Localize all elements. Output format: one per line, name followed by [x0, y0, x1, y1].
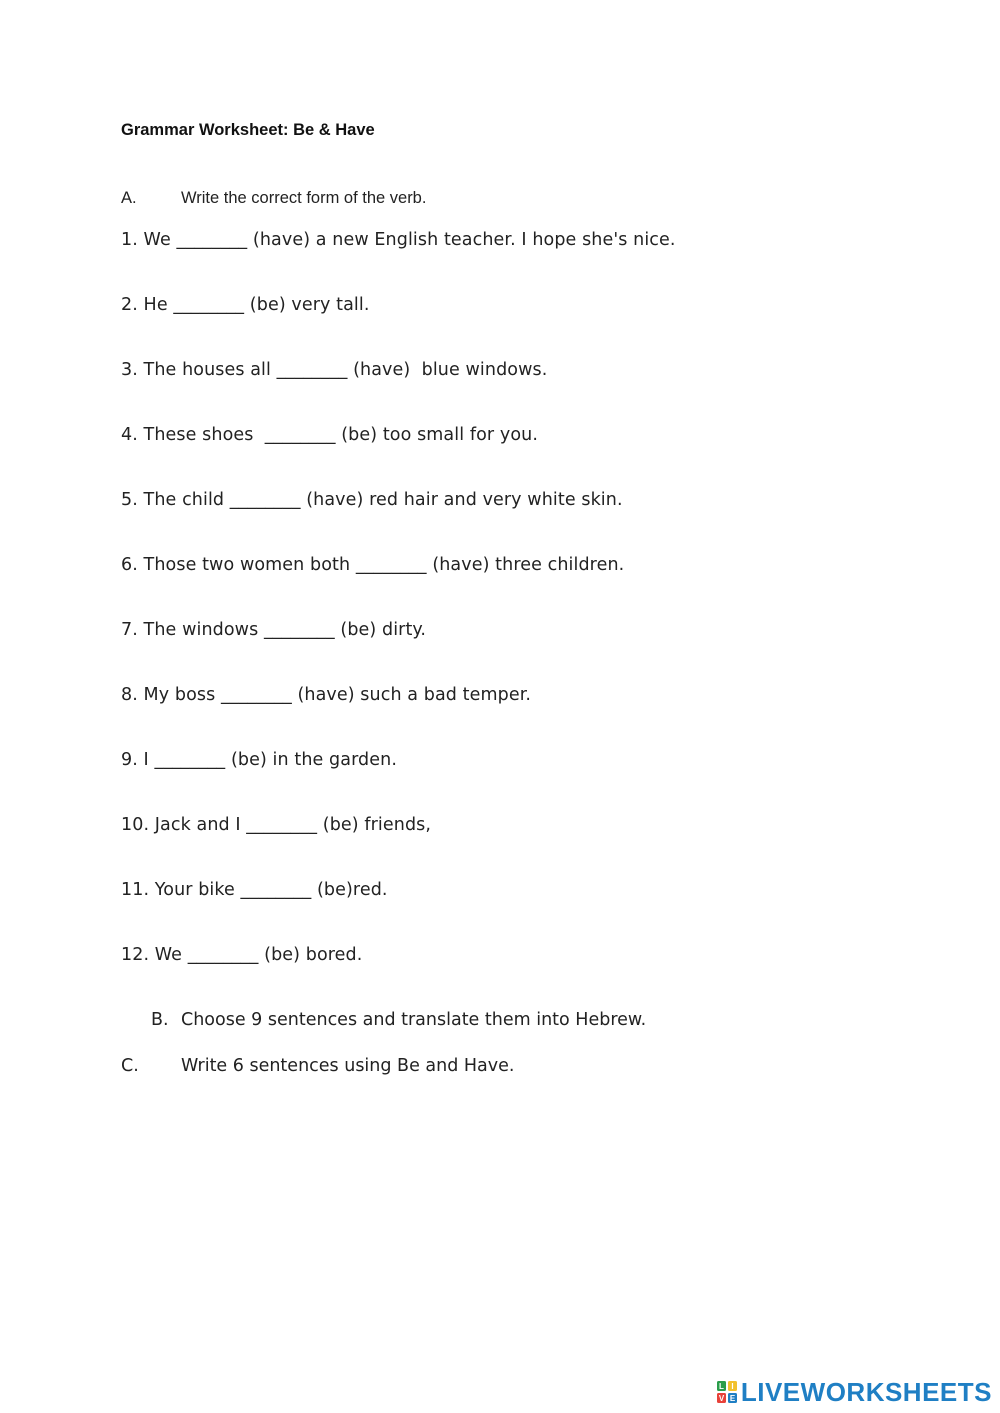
question-4: 4. These shoes ________ (be) too small for you.	[121, 425, 538, 445]
question-9: 9. I ________ (be) in the garden.	[121, 750, 397, 770]
question-6: 6. Those two women both ________ (have) three children.	[121, 555, 625, 575]
section-c-instruction: Write 6 sentences using Be and Have.	[181, 1056, 515, 1076]
question-3: 3. The houses all ________ (have) blue windows.	[121, 360, 548, 380]
section-c-heading	[121, 1056, 514, 1076]
question-11: 11. Your bike ________ (be)red.	[121, 880, 388, 900]
question-10: 10. Jack and I ________ (be) friends,	[121, 815, 432, 835]
svg-text:L: L	[718, 1382, 724, 1391]
liveworksheets-logo-icon	[716, 1379, 738, 1405]
section-a-heading	[121, 189, 426, 208]
liveworksheets-wordmark: LIVEWORKSHEETS	[740, 1377, 992, 1407]
svg-text:V: V	[718, 1394, 725, 1403]
section-a-letter: A.	[121, 189, 137, 207]
section-a-instruction: Write the correct form of the verb.	[181, 189, 427, 207]
question-7: 7. The windows ________ (be) dirty.	[121, 620, 427, 640]
section-c-letter: C.	[121, 1056, 139, 1076]
question-8: 8. My boss ________ (have) such a bad temper.	[121, 685, 532, 705]
worksheet-title: Grammar Worksheet: Be & Have	[121, 121, 375, 139]
svg-text:E: E	[729, 1394, 736, 1403]
liveworksheets-brand[interactable]	[716, 1377, 992, 1407]
section-b-heading	[151, 1010, 646, 1030]
question-12: 12. We ________ (be) bored.	[121, 945, 363, 965]
question-5: 5. The child ________ (have) red hair and very white skin.	[121, 490, 623, 510]
section-b-letter: B.	[151, 1010, 169, 1030]
section-b-instruction: Choose 9 sentences and translate them into Hebrew.	[181, 1010, 647, 1030]
svg-text:I: I	[731, 1382, 734, 1391]
question-1: 1. We ________ (have) a new English teacher. I hope she's nice.	[121, 230, 676, 250]
question-2: 2. He ________ (be) very tall.	[121, 295, 370, 315]
